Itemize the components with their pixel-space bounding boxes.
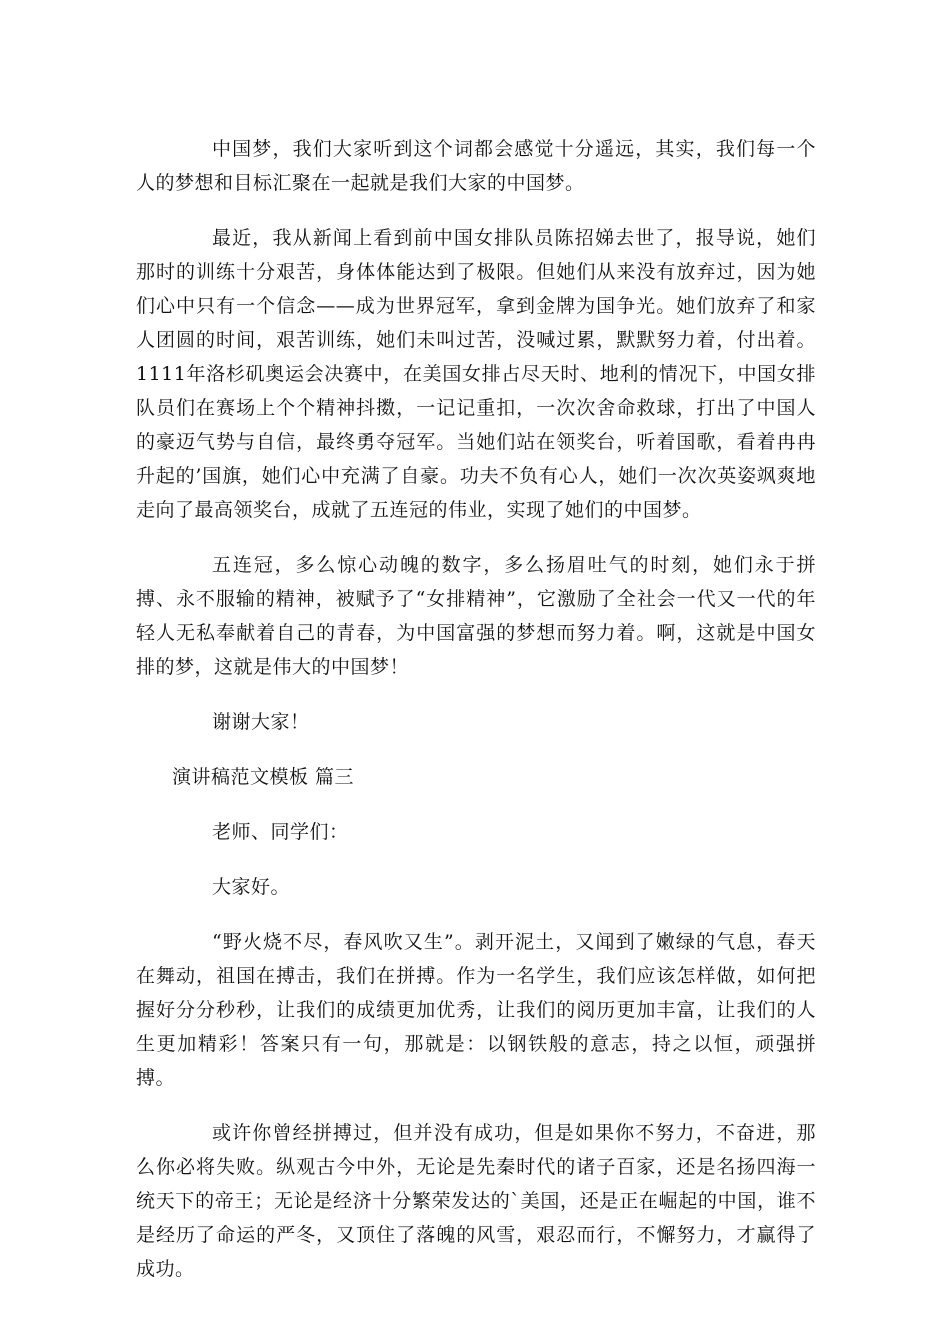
paragraph-volleyball-spirit: 五连冠，多么惊心动魄的数字，多么扬眉吐气的时刻，她们永于拼搏、永不服输的精神，被赋予了“女排精神”，它激励了全社会一代又一代的年轻人无私奉献着自己的青春，为中国富强的梦想而努力着。啊，这就是中国女排的梦，这就是伟大的中国梦！ (136, 554, 816, 678)
paragraph-volleyball-story: 最近，我从新闻上看到前中国女排队员陈招娣去世了，报导说，她们那时的训练十分艰苦，身体体能达到了极限。但她们从来没有放弃过，因为她们心中只有一个信念——成为世界冠军，拿到金牌为国争光。她们放弃了和家人团圆的时间，艰苦训练，她们未叫过苦，没喊过累，默默努力着，付出着。1111年洛杉矶奥运会决赛中，在美国女排占尽天时、地利的情况下，中国女排队员们在赛场上个个精神抖擞，一记记重扣，一次次舍命救球，打出了中国人的豪迈气势与自信，最终勇夺冠军。当她们站在领奖台，听着国歌，看着冉冉升起的’国旗，她们心中充满了自豪。功夫不负有心人，她们一次次英姿飒爽地走向了最高领奖台，成就了五连冠的伟业，实现了她们的中国梦。 (136, 227, 816, 521)
paragraph-spring-struggle: “野火烧不尽，春风吹又生”。剥开泥土，又闻到了嫩绿的气息，春天在舞动，祖国在搏击，我们在拼搏。作为一名学生，我们应该怎样做，如何把握好分分秒秒，让我们的成绩更加优秀，让我们的阅历更加丰富，让我们的人生更加精彩！答案只有一句，那就是：以钢铁般的意志，持之以恒，顽强拼搏。 (136, 931, 816, 1089)
paragraph-salutation: 老师、同学们： (212, 821, 349, 843)
paragraph-success: 或许你曾经拼搏过，但并没有成功，但是如果你不努力，不奋进，那么你必将失败。纵观古今中外，无论是先秦时代的诸子百家，还是名扬四海一统天下的帝王；无论是经济十分繁荣发达的`美国，还是正在崛起的中国，谁不是经历了命运的严冬，又顶住了落魄的风雪，艰忍而行，不懈努力，才赢得了成功。 (136, 1122, 816, 1280)
section-title: 演讲稿范文模板 篇三 (172, 766, 355, 788)
paragraph-thanks: 谢谢大家！ (212, 711, 310, 733)
paragraph-greeting: 大家好。 (212, 876, 291, 898)
document-body (136, 132, 816, 1307)
paragraph-chinese-dream: 中国梦，我们大家听到这个词都会感觉十分遥远，其实，我们每一个人的梦想和目标汇聚在一起就是我们大家的中国梦。 (136, 138, 816, 194)
